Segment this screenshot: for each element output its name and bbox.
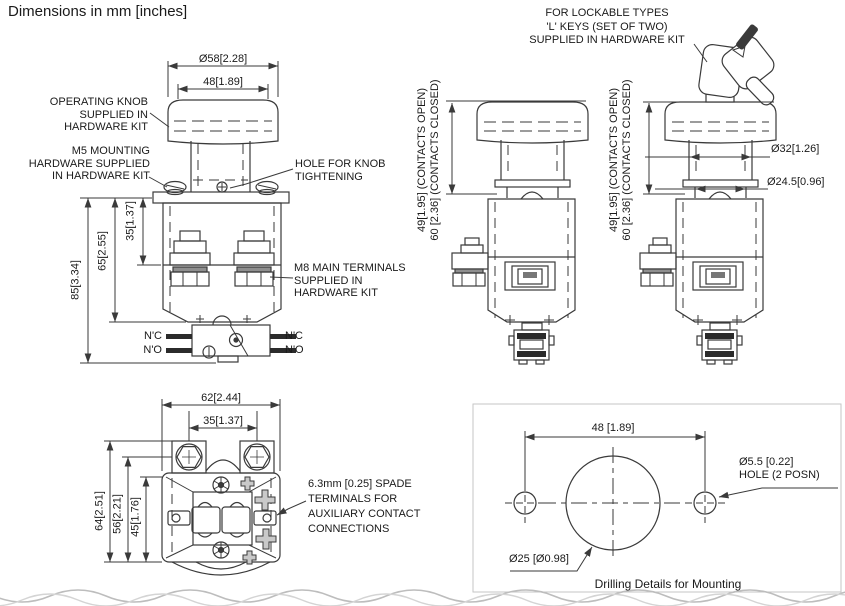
label-line: HARDWARE KIT [64,121,148,133]
dim-hole-spacing: 48 [1.89] [591,422,635,434]
dim-center-hole: Ø25 [Ø0.98] [509,553,569,565]
label-no-left: N'O [143,344,162,356]
dim-overall-width: 62[2.44] [201,392,241,404]
dim-body-height: 65[2.55] [96,231,109,271]
dim-terminal-height: 35[1.37] [124,201,137,241]
dim-collar-diameter: Ø32[1.26] [771,143,820,155]
dim-stem-diameter: Ø24.5[0.96] [767,176,825,188]
label-line: 'L' KEYS (SET OF TWO) [546,20,668,33]
side-view-drawing [446,101,588,364]
drilling-panel-caption: Drilling Details for Mounting [594,577,742,591]
label-line: IN HARDWARE KIT [52,170,150,182]
label-operating-knob [50,96,148,134]
label-m5-mounting [29,145,150,183]
label-line: OPERATING KNOB [49,96,148,108]
label-line: AUXILIARY CONTACT [308,508,421,520]
label-m8-terminals [294,262,406,300]
label-spade-terminals [308,477,420,537]
label-nc-left: N'C [144,330,162,342]
dim-small-hole [739,456,820,481]
lockable-view-drawing [640,24,777,364]
dim-line: 49[1.95] (CONTACTS OPEN) [608,87,620,233]
label-line: SUPPLIED IN [79,108,148,121]
label-line: HARDWARE SUPPLIED [28,157,150,170]
dim-line: 49[1.95] (CONTACTS OPEN) [416,87,428,233]
dim-line: HOLE (2 POSN) [739,468,820,481]
dim-depth-45: 45[1.76] [129,497,142,537]
dim-line: Ø5.5 [0.22] [739,456,794,468]
dim-depth-56: 56[2.21] [111,494,124,534]
label-line: 6.3mm [0.25] SPADE [308,478,412,490]
dim-line: 60 [2.36] (CONTACTS CLOSED) [429,79,441,241]
label-nc-right: N'C [285,330,303,342]
dim-stud-spacing: 35[1.37] [203,415,243,427]
dim-knob-travel-side [416,79,442,240]
dim-knob-diameter: Ø58[2.28] [198,53,248,65]
lock-keys-drawing [698,24,778,107]
dim-overall-depth: 64[2.51] [93,491,106,531]
page-title: Dimensions in mm [inches] [8,3,188,20]
label-line: SUPPLIED IN HARDWARE KIT [529,34,685,46]
label-line: FOR LOCKABLE TYPES [545,7,669,19]
label-lockable-keys [529,7,684,48]
dim-overall-height: 85[3.34] [69,260,82,300]
dim-knob-travel-lockable [608,79,634,240]
dim-knob-top-width: 48[1.89] [203,76,243,88]
label-line: HARDWARE KIT [294,287,378,299]
label-line: HOLE FOR KNOB [295,158,386,170]
label-line: SUPPLIED IN [294,274,363,287]
label-line: TIGHTENING [295,170,363,183]
label-line: M5 MOUNTING [71,145,150,157]
label-line: CONNECTIONS [308,523,390,535]
dim-line: 60 [2.36] (CONTACTS CLOSED) [621,79,633,241]
label-hole-for-knob [295,158,385,183]
label-line: TERMINALS FOR [308,493,398,505]
label-line: M8 MAIN TERMINALS [294,262,406,274]
label-no-right: N'O [285,344,304,356]
